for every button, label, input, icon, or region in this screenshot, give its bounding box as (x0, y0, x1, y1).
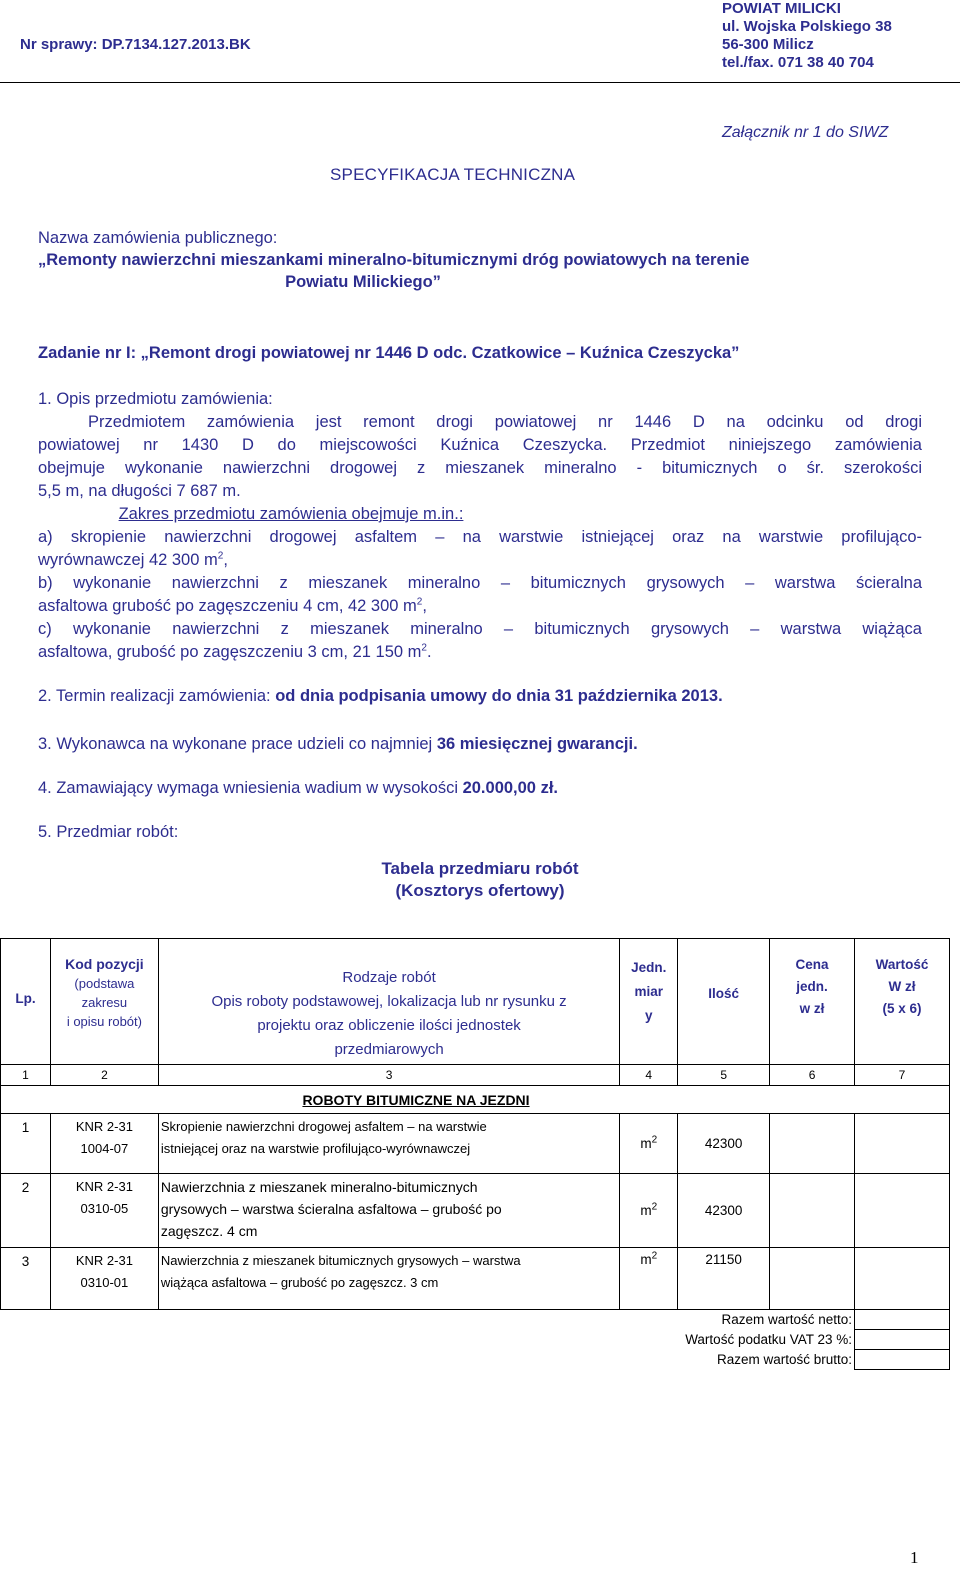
org-street: ul. Wojska Polskiego 38 (722, 18, 892, 35)
column-number: 5 (678, 1065, 770, 1086)
row-lp: 2 (1, 1174, 51, 1248)
org-name: POWIAT MILICKI (722, 0, 841, 17)
column-number: 7 (855, 1065, 950, 1086)
scope-item: b) wykonanie nawierzchni z mieszanek mineralno – bitumicznych grysowych – warstwa ścieralna (38, 574, 922, 592)
row-quantity: 42300 (678, 1174, 770, 1248)
row-unit: $m^2$ (620, 1114, 678, 1174)
row-value (855, 1174, 950, 1248)
section1-line: Przedmiotem zamówienia jest remont drogi powiatowej nr 1446 D na odcinku od drogi (88, 413, 922, 431)
row-lp: 3 (1, 1248, 51, 1310)
summary-row (1, 1330, 950, 1350)
table-row (1, 1114, 950, 1174)
column-number: 6 (770, 1065, 855, 1086)
header-unit-price: Cena jedn. w zł (770, 939, 855, 1065)
summary-gross-value (855, 1350, 950, 1370)
column-number: 2 (50, 1065, 158, 1086)
order-name-label: Nazwa zamówienia publicznego: (38, 229, 278, 247)
order-name-line2: Powiatu Milickiego” (285, 273, 441, 291)
case-number: Nr sprawy: DP.7134.127.2013.BK (20, 36, 251, 53)
scope-label: Zakres przedmiotu zamówienia obejmuje m.in.: (118, 505, 464, 523)
row-unit-price (770, 1174, 855, 1248)
section1-line: powiatowej nr 1430 D do miejscowości Kuźnica Czeszycka. Przedmiot niniejszego zamówienia (38, 436, 922, 454)
section1-line: obejmuje wykonanie nawierzchni drogowej z mieszanek mineralno - bitumicznych o śr. szerokości (38, 459, 922, 477)
table-title: Tabela przedmiaru robót (Kosztorys ofertowy) (381, 859, 579, 900)
scope-item: asfaltowa, grubość po zagęszczeniu 3 cm, 21 150 $m^2$. (38, 642, 432, 661)
header-unit: Jedn. miar y (620, 939, 678, 1065)
organization-address (722, 0, 892, 72)
row-code: KNR 2-31 0310-05 (50, 1174, 158, 1248)
summary-vat-label: Wartość podatku VAT 23 %: (685, 1332, 853, 1347)
task-title: Zadanie nr I: „Remont drogi powiatowej nr 1446 D odc. Czatkowice – Kuźnica Czeszycka” (38, 344, 740, 362)
column-number: 3 (158, 1065, 619, 1086)
row-lp: 1 (1, 1114, 51, 1174)
section1-line: 5,5 m, na długości 7 687 m. (38, 482, 241, 500)
summary-gross-label: Razem wartość brutto: (716, 1352, 853, 1367)
row-unit: $m^2$ (620, 1248, 678, 1310)
row-unit-price (770, 1114, 855, 1174)
summary-vat-value (855, 1330, 950, 1350)
section4: 4. Zamawiający wymaga wniesienia wadium w wysokości 20.000,00 zł. (38, 779, 558, 797)
section5-title: 5. Przedmiar robót: (38, 823, 179, 841)
row-description: Nawierzchnia z mieszanek bitumicznych grysowych – warstwa wiążąca asfaltowa – grubość po zagęszcz. 3 cm (158, 1248, 619, 1310)
summary-row (1, 1350, 950, 1370)
row-code: KNR 2-31 1004-07 (50, 1114, 158, 1174)
column-number: 1 (1, 1065, 51, 1086)
row-quantity: 21150 (678, 1248, 770, 1310)
scope-item: a) skropienie nawierzchni drogowej asfaltem – na warstwie istniejącej oraz na warstwie profilująco- (38, 528, 922, 546)
scope-item: c) wykonanie nawierzchni z mieszanek mineralno – bitumicznych grysowych – warstwa wiążąca (38, 620, 922, 638)
table-row (1, 1248, 950, 1310)
section1-title: 1. Opis przedmiotu zamówienia: (38, 390, 273, 408)
row-description: Nawierzchnia z mieszanek mineralno-bitumicznych grysowych – warstwa ścieralna asfaltowa – grubość po zagęszcz. 4 cm (158, 1174, 619, 1248)
org-city: 56-300 Milicz (722, 36, 814, 53)
column-number: 4 (620, 1065, 678, 1086)
row-value (855, 1114, 950, 1174)
header-lp: Lp. (1, 939, 51, 1065)
row-code: KNR 2-31 0310-01 (50, 1248, 158, 1310)
row-value (855, 1248, 950, 1310)
page-number: 1 (910, 1548, 919, 1567)
scope-item: wyrównawczej 42 300 $m^2$, (38, 550, 228, 569)
spec-title: SPECYFIKACJA TECHNICZNA (330, 165, 576, 184)
summary-net-label: Razem wartość netto: (1, 1310, 855, 1330)
header-divider (0, 82, 960, 83)
cost-estimate-table (0, 938, 950, 1370)
summary-row (1, 1310, 950, 1330)
order-name-line1: „Remonty nawierzchni mieszankami mineralno-bitumicznymi dróg powiatowych na terenie (38, 251, 750, 269)
scope-item: asfaltowa grubość po zagęszczeniu 4 cm, 42 300 $m^2$, (38, 596, 427, 615)
attachment-label: Załącznik nr 1 do SIWZ (722, 124, 889, 141)
section3: 3. Wykonawca na wykonane prace udzieli co najmniej 36 miesięcznej gwarancji. (38, 735, 638, 753)
section-heading: ROBOTY BITUMICZNE NA JEZDNI (302, 1091, 530, 1108)
section-heading-row (1, 1086, 950, 1114)
row-quantity: 42300 (678, 1114, 770, 1174)
row-unit-price (770, 1248, 855, 1310)
header-quantity: Ilość (678, 939, 770, 1065)
section2: 2. Termin realizacji zamówienia: od dnia podpisania umowy do dnia 31 października 2013. (38, 687, 723, 705)
header-value: Wartość W zł (5 x 6) (855, 939, 950, 1065)
row-description: Skropienie nawierzchni drogowej asfaltem – na warstwie istniejącej oraz na warstwie profilująco-wyrównawczej (158, 1114, 619, 1174)
summary-net-value (855, 1310, 950, 1330)
table-header-row (1, 939, 950, 1065)
column-number-row (1, 1065, 950, 1086)
row-unit: $m^2$ (620, 1174, 678, 1248)
org-phone: tel./fax. 071 38 40 704 (722, 54, 874, 71)
table-row (1, 1174, 950, 1248)
header-code: Kod pozycji (podstawa zakresu i opisu robót) (50, 939, 158, 1065)
header-description: Rodzaje robót Opis roboty podstawowej, lokalizacja lub nr rysunku z projektu oraz obliczenie ilości jednostek przedmiarowych (158, 939, 619, 1065)
